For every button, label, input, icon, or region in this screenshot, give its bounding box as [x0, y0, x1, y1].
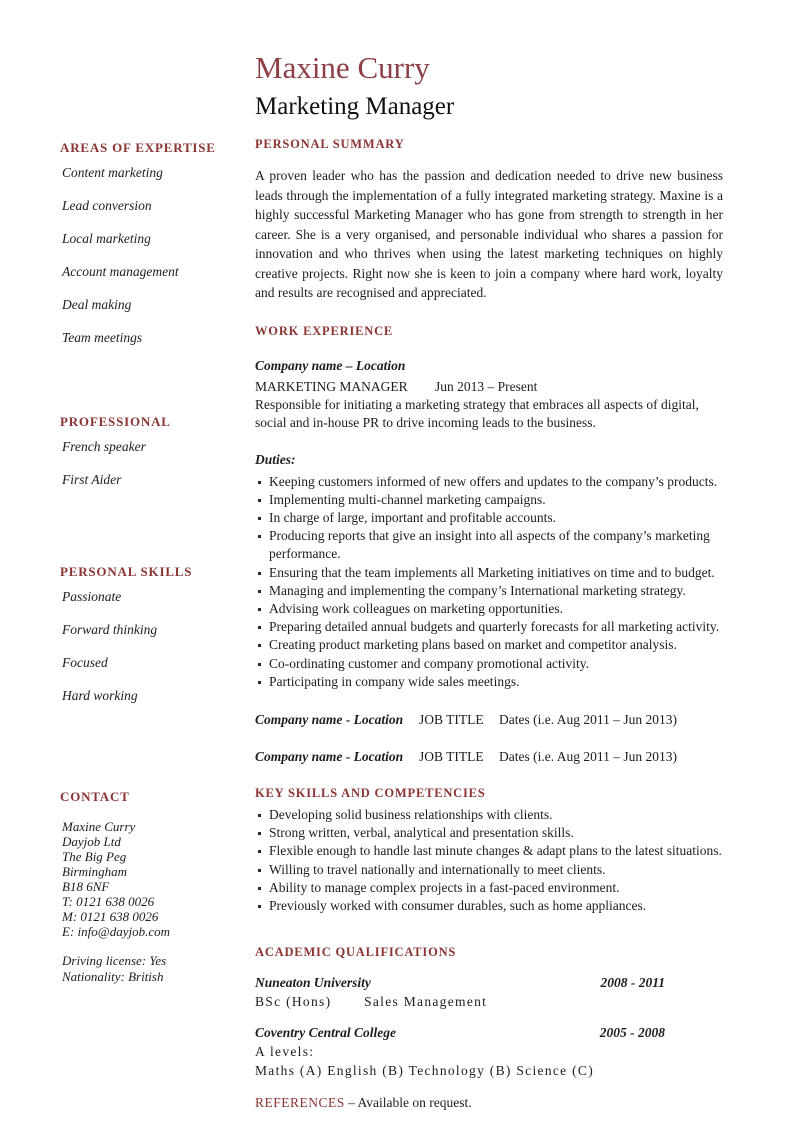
key-skill-item: Strong written, verbal, analytical and presentation skills. [255, 824, 723, 842]
main-content [255, 50, 723, 1132]
degree-subject: Sales Management [364, 994, 488, 1010]
college-name: Coventry Central College [255, 1025, 396, 1041]
expertise-item: Team meetings [62, 330, 143, 345]
duty-item: Managing and implementing the company’s International marketing strategy. [255, 582, 723, 600]
previous-job-title: JOB TITLE [419, 748, 484, 764]
duty-item: Creating product marketing plans based on market and competitor analysis. [255, 636, 723, 654]
duty-item: Implementing multi-channel marketing campaigns. [255, 491, 723, 509]
personal-skill-item: Passionate [62, 589, 122, 604]
contact-line: B18 6NF [62, 879, 110, 894]
professional-item: First Aider [62, 472, 122, 487]
expertise-list [60, 166, 255, 345]
key-skill-item: Ability to manage complex projects in a fast-paced environment. [255, 879, 723, 897]
section-heading-areas-of-expertise: AREAS OF EXPERTISE [60, 140, 216, 155]
contact-line: The Big Peg [62, 849, 127, 864]
contact-line: Maxine Curry [62, 819, 136, 834]
duties-list [255, 473, 723, 691]
driving-license-line: Driving license: Yes [62, 953, 167, 968]
references-label: REFERENCES [255, 1095, 345, 1111]
current-job-title: MARKETING MANAGER [255, 378, 408, 394]
university-row [255, 975, 665, 991]
university-dates: 2008 - 2011 [600, 975, 665, 991]
nationality-line: Nationality: British [62, 969, 164, 984]
section-heading-professional: PROFESSIONAL [60, 414, 171, 429]
duty-item: Keeping customers informed of new offers and updates to the company’s products. [255, 473, 723, 491]
contact-address-block [62, 819, 255, 939]
personal-skill-item: Forward thinking [62, 622, 158, 637]
previous-job-dates: Dates (i.e. Aug 2011 – Jun 2013) [499, 748, 677, 764]
personal-summary-text: A proven leader who has the passion and dedication needed to drive new business leads through the implementation of a fully integrated marketing strategy. Maxine is a highly successful Marketing Manager who has gone from strength to strength in her career. She is a very organised, and personable individual who shares a passion for innovation and who thrives when using the latest marketing techniques on highly creative projects. Right now she is keen to join a company where hard work, loyalty and results are recognised and appreciated. [255, 168, 723, 300]
professional-list [60, 440, 255, 487]
section-heading-academic-qualifications: ACADEMIC QUALIFICATIONS [255, 945, 457, 960]
sidebar [60, 50, 255, 1132]
current-job-row [255, 379, 723, 395]
candidate-name: Maxine Curry [255, 50, 430, 85]
references-text: – Available on request. [348, 1095, 472, 1111]
contact-details-block [62, 953, 255, 985]
contact-email: E: info@dayjob.com [62, 924, 170, 939]
professional-item: French speaker [62, 439, 146, 454]
contact-line: Dayjob Ltd [62, 834, 121, 849]
previous-job-row [255, 712, 723, 728]
expertise-item: Local marketing [62, 231, 151, 246]
duty-item: Preparing detailed annual budgets and quarterly forecasts for all marketing activity. [255, 618, 723, 636]
a-levels-grades: Maths (A) English (B) Technology (B) Science (C) [255, 1063, 595, 1079]
duty-item: Ensuring that the team implements all Marketing initiatives on time and to budget. [255, 564, 723, 582]
expertise-item: Deal making [62, 297, 132, 312]
previous-job-row [255, 749, 723, 765]
key-skills-list [255, 806, 723, 915]
key-skill-item: Flexible enough to handle last minute changes & adapt plans to the latest situations. [255, 842, 723, 860]
key-skill-item: Previously worked with consumer durables, such as home appliances. [255, 897, 723, 915]
personal-skill-item: Hard working [62, 688, 138, 703]
duties-label: Duties: [255, 451, 296, 467]
candidate-job-title: Marketing Manager [255, 93, 455, 120]
university-degree-line [255, 993, 723, 1010]
previous-job-title: JOB TITLE [419, 711, 484, 727]
degree-name: BSc (Hons) [255, 994, 332, 1010]
current-job-description: Responsible for initiating a marketing strategy that embraces all aspects of digital, social and in-house PR to drive incoming leads to the business. [255, 396, 699, 430]
references-line [255, 1095, 723, 1111]
previous-job-company: Company name - Location [255, 711, 404, 727]
section-heading-contact: CONTACT [60, 789, 130, 804]
section-heading-personal-summary: PERSONAL SUMMARY [255, 137, 405, 151]
expertise-item: Account management [62, 264, 179, 279]
duty-item: Producing reports that give an insight into all aspects of the company’s marketing performance. [255, 527, 723, 563]
current-job-dates: Jun 2013 – Present [435, 378, 538, 394]
key-skill-item: Developing solid business relationships with clients. [255, 806, 723, 824]
previous-job-dates: Dates (i.e. Aug 2011 – Jun 2013) [499, 711, 677, 727]
a-levels-label: A levels: [255, 1044, 315, 1060]
expertise-item: Content marketing [62, 165, 163, 180]
contact-phone: T: 0121 638 0026 [62, 894, 155, 909]
contact-line: Birmingham [62, 864, 127, 879]
section-heading-work-experience: WORK EXPERIENCE [255, 323, 394, 338]
college-row [255, 1025, 665, 1041]
expertise-item: Lead conversion [62, 198, 152, 213]
duty-item: Advising work colleagues on marketing opportunities. [255, 600, 723, 618]
previous-job-company: Company name - Location [255, 748, 404, 764]
personal-skills-list [60, 590, 255, 703]
personal-skill-item: Focused [62, 655, 108, 670]
duty-item: In charge of large, important and profitable accounts. [255, 509, 723, 527]
duty-item: Participating in company wide sales meetings. [255, 673, 723, 691]
university-name: Nuneaton University [255, 975, 371, 991]
section-heading-personal-skills: PERSONAL SKILLS [60, 564, 193, 579]
current-company-line: Company name – Location [255, 357, 406, 373]
college-dates: 2005 - 2008 [599, 1025, 665, 1041]
duty-item: Co-ordinating customer and company promotional activity. [255, 655, 723, 673]
contact-mobile: M: 0121 638 0026 [62, 909, 159, 924]
section-heading-key-skills: KEY SKILLS AND COMPETENCIES [255, 785, 486, 800]
key-skill-item: Willing to travel nationally and internationally to meet clients. [255, 861, 723, 879]
